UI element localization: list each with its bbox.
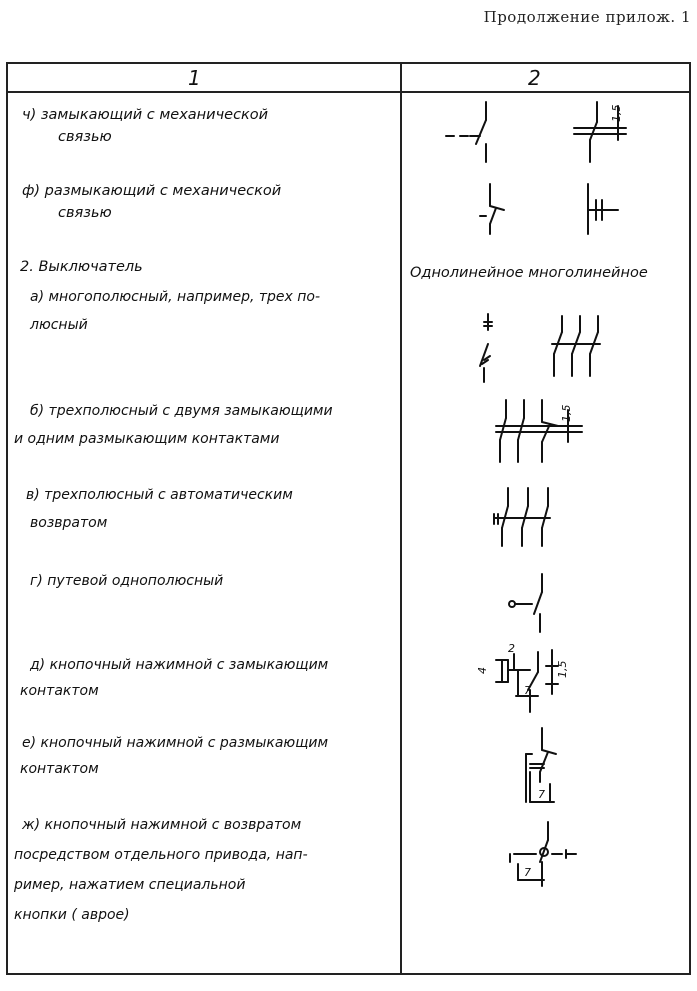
continuation-header: Продолжение прилож. 1 [483, 8, 691, 26]
row-zh-line4: кнопки ( аврое) [14, 907, 130, 923]
symbol-three-pole-2make-1break [490, 396, 610, 466]
row-a-line1: а) многополюсный, например, трех по- [30, 289, 321, 305]
symbol-three-pole-auto-return [490, 484, 570, 550]
dim-7-c: 7 [524, 866, 531, 879]
row-v-line1: в) трехполюсный с автоматическим [26, 487, 293, 503]
row-b-line2: и одним размыкающим контактами [14, 431, 280, 447]
row-ch-line2: связью [58, 129, 112, 145]
row-a-line2: люсный [30, 317, 88, 333]
symbol-pushbutton-separate-return [506, 818, 596, 898]
column-1-header: 1 [188, 66, 201, 90]
row-d-line2: контактом [20, 683, 99, 699]
dim-1-5-a: 1,5 [610, 104, 623, 122]
row-f-line2: связью [58, 205, 112, 221]
header-divider [6, 91, 691, 93]
row-ch-line1: ч) замыкающий с механической [22, 107, 269, 123]
column-2-header: 2 [528, 66, 541, 90]
dim-2: 2 [508, 642, 515, 655]
col2-caption: Однолинейное многолинейное [410, 265, 648, 281]
row-e-line1: е) кнопочный нажимной с размыкающим [22, 735, 329, 751]
row-f-line1: ф) размыкающий с механической [22, 183, 282, 199]
symbol-position-switch [506, 570, 566, 636]
row-zh-line2: посредством отдельного привода, нап- [14, 847, 308, 863]
dim-1-5-c: 1,5 [556, 660, 569, 678]
symbol-make-mechanical-link [440, 100, 640, 170]
symbol-pushbutton-break [520, 724, 590, 814]
dim-7-a: 7 [524, 684, 531, 697]
row-zh-line1: ж) кнопочный нажимной с возвратом [22, 817, 302, 833]
row-b-line1: б) трехполюсный с двумя замыкающими [30, 403, 333, 419]
column-divider [400, 62, 402, 975]
row-g-line1: г) путевой однополюсный [30, 573, 224, 589]
row-v-line2: возвратом [30, 515, 108, 531]
symbol-three-pole-switch [470, 310, 630, 390]
row-2-title: 2. Выключатель [20, 259, 143, 275]
symbol-break-mechanical-link [460, 180, 640, 240]
row-zh-line3: ример, нажатием специальной [14, 877, 246, 893]
symbol-pushbutton-make [476, 640, 590, 720]
dim-7-b: 7 [538, 788, 545, 801]
row-d-line1: д) кнопочный нажимной с замыкающим [30, 657, 329, 673]
dim-1-5-b: 1,5 [560, 404, 573, 422]
dim-4: 4 [476, 667, 489, 674]
row-e-line2: контактом [20, 761, 99, 777]
